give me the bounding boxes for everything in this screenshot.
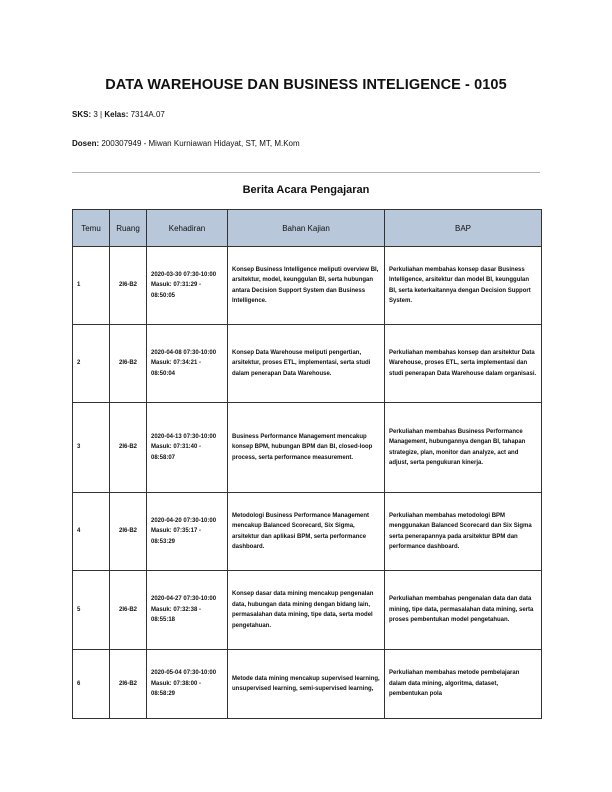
cell-ruang: 2I6-B2 bbox=[110, 650, 147, 719]
teaching-log-table bbox=[72, 209, 542, 719]
col-header-bap: BAP bbox=[385, 210, 542, 247]
cell-ruang: 2I6-B2 bbox=[110, 247, 147, 325]
col-header-temu: Temu bbox=[73, 210, 110, 247]
cell-kehadiran: 2020-04-27 07:30-10:00 Masuk: 07:32:38 - 08:55:18 bbox=[147, 571, 228, 650]
kelas-value: 7314A.07 bbox=[130, 110, 165, 119]
cell-bahan-kajian: Business Performance Management mencakup konsep BPM, hubungan BPM dan BI, closed-loop process, serta performance measurement. bbox=[228, 403, 385, 493]
cell-ruang: 2I6-B2 bbox=[110, 325, 147, 403]
table-row bbox=[73, 247, 542, 325]
kelas-label: Kelas: bbox=[104, 110, 129, 119]
cell-temu: 5 bbox=[73, 571, 110, 650]
cell-temu: 4 bbox=[73, 493, 110, 571]
lecturer-info-line bbox=[72, 139, 300, 148]
sks-label: SKS: bbox=[72, 110, 92, 119]
dosen-label: Dosen: bbox=[72, 139, 100, 148]
table-row bbox=[73, 403, 542, 493]
cell-kehadiran: 2020-04-08 07:30-10:00 Masuk: 07:34:21 - 08:50:04 bbox=[147, 325, 228, 403]
cell-bahan-kajian: Metode data mining mencakup supervised learning, unsupervised learning, semi-supervised learning, bbox=[228, 650, 385, 719]
cell-bahan-kajian: Metodologi Business Performance Management mencakup Balanced Scorecard, Six Sigma, arsitektur dan aplikasi BPM, serta performance dashboard. bbox=[228, 493, 385, 571]
sks-value: 3 bbox=[93, 110, 98, 119]
cell-temu: 2 bbox=[73, 325, 110, 403]
divider bbox=[72, 172, 540, 173]
cell-bahan-kajian: Konsep Business Intelligence meliputi overview BI, arsitektur, model, keunggulan BI, serta hubungan antara Decision Support System dan Business Intelligence. bbox=[228, 247, 385, 325]
cell-ruang: 2I6-B2 bbox=[110, 403, 147, 493]
cell-ruang: 2I6-B2 bbox=[110, 571, 147, 650]
col-header-bahan-kajian: Bahan Kajian bbox=[228, 210, 385, 247]
page-title: DATA WAREHOUSE DAN BUSINESS INTELIGENCE - 0105 bbox=[105, 77, 507, 93]
cell-bap: Perkuliahan membahas konsep dasar Business Intelligence, arsitektur dan model BI, keunggulan BI, serta keterkaitannya dengan Decision Support System. bbox=[385, 247, 542, 325]
cell-bap: Perkuliahan membahas Business Performance Management, hubungannya dengan BI, tahapan strategize, plan, monitor dan analyze, act and adjust, serta pengukuran kinerja. bbox=[385, 403, 542, 493]
table-row bbox=[73, 650, 542, 719]
cell-kehadiran: 2020-03-30 07:30-10:00 Masuk: 07:31:29 - 08:50:05 bbox=[147, 247, 228, 325]
section-title: Berita Acara Pengajaran bbox=[242, 184, 370, 196]
dosen-value: 200307949 - Miwan Kurniawan Hidayat, ST, MT, M.Kom bbox=[101, 139, 300, 148]
cell-kehadiran: 2020-04-13 07:30-10:00 Masuk: 07:31:40 - 08:58:07 bbox=[147, 403, 228, 493]
cell-bap: Perkuliahan membahas metodologi BPM menggunakan Balanced Scorecard dan Six Sigma serta penerapannya pada arsitektur BPM dan performance dashboard. bbox=[385, 493, 542, 571]
cell-bap: Perkuliahan membahas konsep dan arsitektur Data Warehouse, proses ETL, serta implementasi dan studi penerapan Data Warehouse dalam organisasi. bbox=[385, 325, 542, 403]
col-header-ruang: Ruang bbox=[110, 210, 147, 247]
course-info-line bbox=[72, 110, 165, 119]
cell-bahan-kajian: Konsep dasar data mining mencakup pengenalan data, hubungan data mining dengan bidang lain, permasalahan data mining, tipe data, serta model pengetahuan. bbox=[228, 571, 385, 650]
cell-bahan-kajian: Konsep Data Warehouse meliputi pengertian, arsitektur, proses ETL, implementasi, serta studi dalam penerapan Data Warehouse. bbox=[228, 325, 385, 403]
cell-kehadiran: 2020-04-20 07:30-10:00 Masuk: 07:35:17 - 08:53:29 bbox=[147, 493, 228, 571]
cell-kehadiran: 2020-05-04 07:30-10:00 Masuk: 07:38:00 - 08:58:29 bbox=[147, 650, 228, 719]
cell-temu: 6 bbox=[73, 650, 110, 719]
cell-temu: 3 bbox=[73, 403, 110, 493]
cell-temu: 1 bbox=[73, 247, 110, 325]
table-row bbox=[73, 493, 542, 571]
separator: | bbox=[100, 110, 103, 119]
table-row bbox=[73, 571, 542, 650]
table-header-row bbox=[73, 210, 542, 247]
table-row bbox=[73, 325, 542, 403]
cell-bap: Perkuliahan membahas pengenalan data dan data mining, tipe data, permasalahan data mining, serta proses pembentukan model pengetahuan. bbox=[385, 571, 542, 650]
col-header-kehadiran: Kehadiran bbox=[147, 210, 228, 247]
cell-bap: Perkuliahan membahas metode pembelajaran dalam data mining, algoritma, dataset, pembentukan pola bbox=[385, 650, 542, 719]
cell-ruang: 2I6-B2 bbox=[110, 493, 147, 571]
